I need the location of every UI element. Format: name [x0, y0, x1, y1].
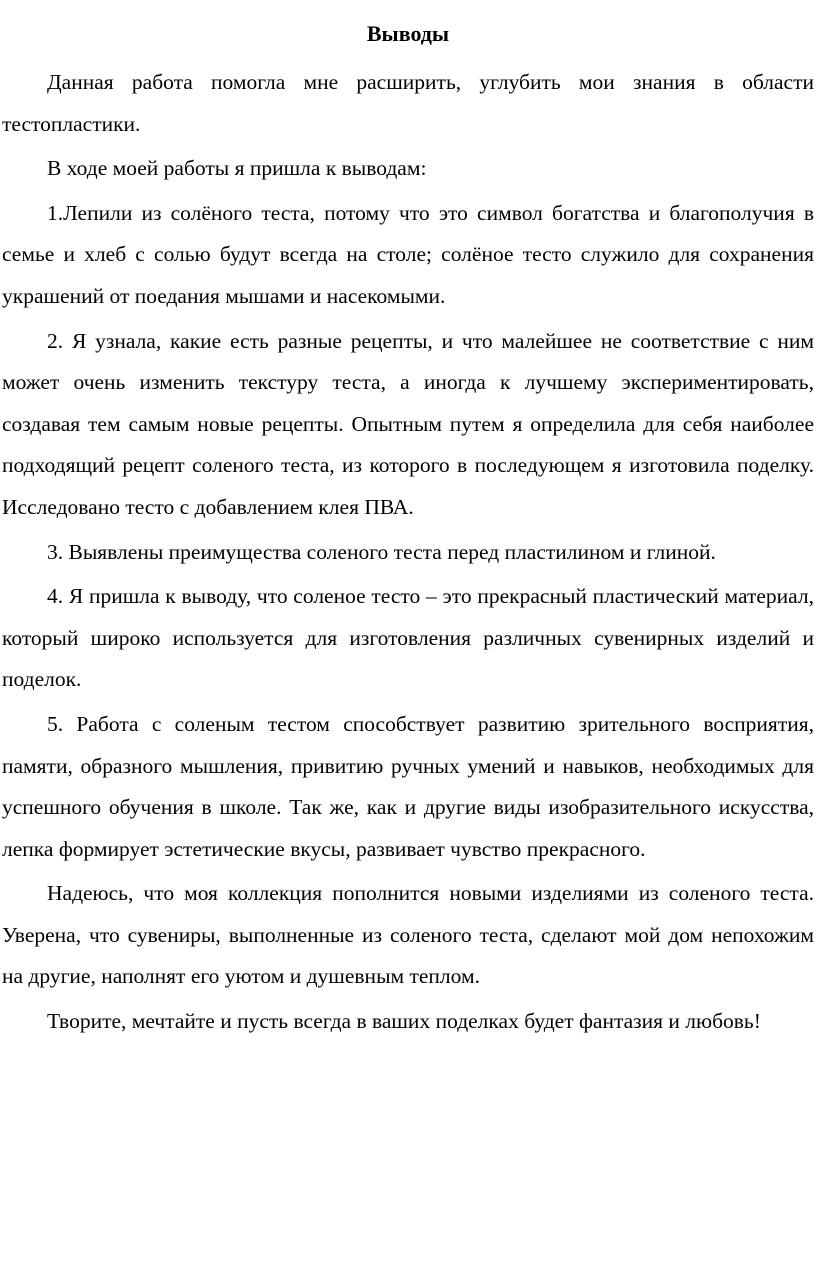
paragraph-closing: Творите, мечтайте и пусть всегда в ваших поделках будет фантазия и любовь! — [47, 1009, 761, 1034]
paragraph-conclusion-5: 5. Работа с соленым тестом способствует развитию зрительного восприятия, памяти, образного мышления, привитию ручных умений и навыков, необходимых для успешного обучения в школе. Так же, как и другие виды изобразительного искусства, лепка формирует эстетические вкусы, развивает чувство прекрасного. — [2, 711, 814, 861]
paragraph-hope: Надеюсь, что моя коллекция пополнится новыми изделиями из соленого теста. Уверена, что сувениры, выполненные из соленого теста, сделают мой дом непохожим на другие, наполнят его уютом и душевным теплом. — [2, 881, 814, 989]
page-title: Выводы — [366, 21, 450, 46]
paragraph-conclusion-3: 3. Выявлены преимущества соленого теста перед пластилином и глиной. — [47, 539, 716, 564]
paragraph-intro: Данная работа помогла мне расширить, углубить мои знания в области тестопластики. — [2, 70, 814, 136]
paragraph-conclusion-2: 2. Я узнала, какие есть разные рецепты, и что малейшее не соответствие с ним может очень изменить текстуру теста, а иногда к лучшему экспериментировать, создавая тем самым новые рецепты. Опытным путем я определила для себя наиболее подходящий рецепт соленого теста, из которого в последующем я изготовила поделку. Исследовано тесто с добавлением клея ПВА. — [2, 328, 814, 519]
paragraph-conclusion-4: 4. Я пришла к выводу, что соленое тесто – это прекрасный пластический материал, который широко используется для изготовления различных сувенирных изделий и поделок. — [2, 584, 814, 692]
paragraph-conclusion-1: 1.Лепили из солёного теста, потому что это символ богатства и благополучия в семье и хлеб с солью будут всегда на столе; солёное тесто служило для сохранения украшений от поедания мышами и насекомыми. — [2, 200, 814, 308]
paragraph-conclusions-lead: В ходе моей работы я пришла к выводам: — [47, 156, 427, 181]
